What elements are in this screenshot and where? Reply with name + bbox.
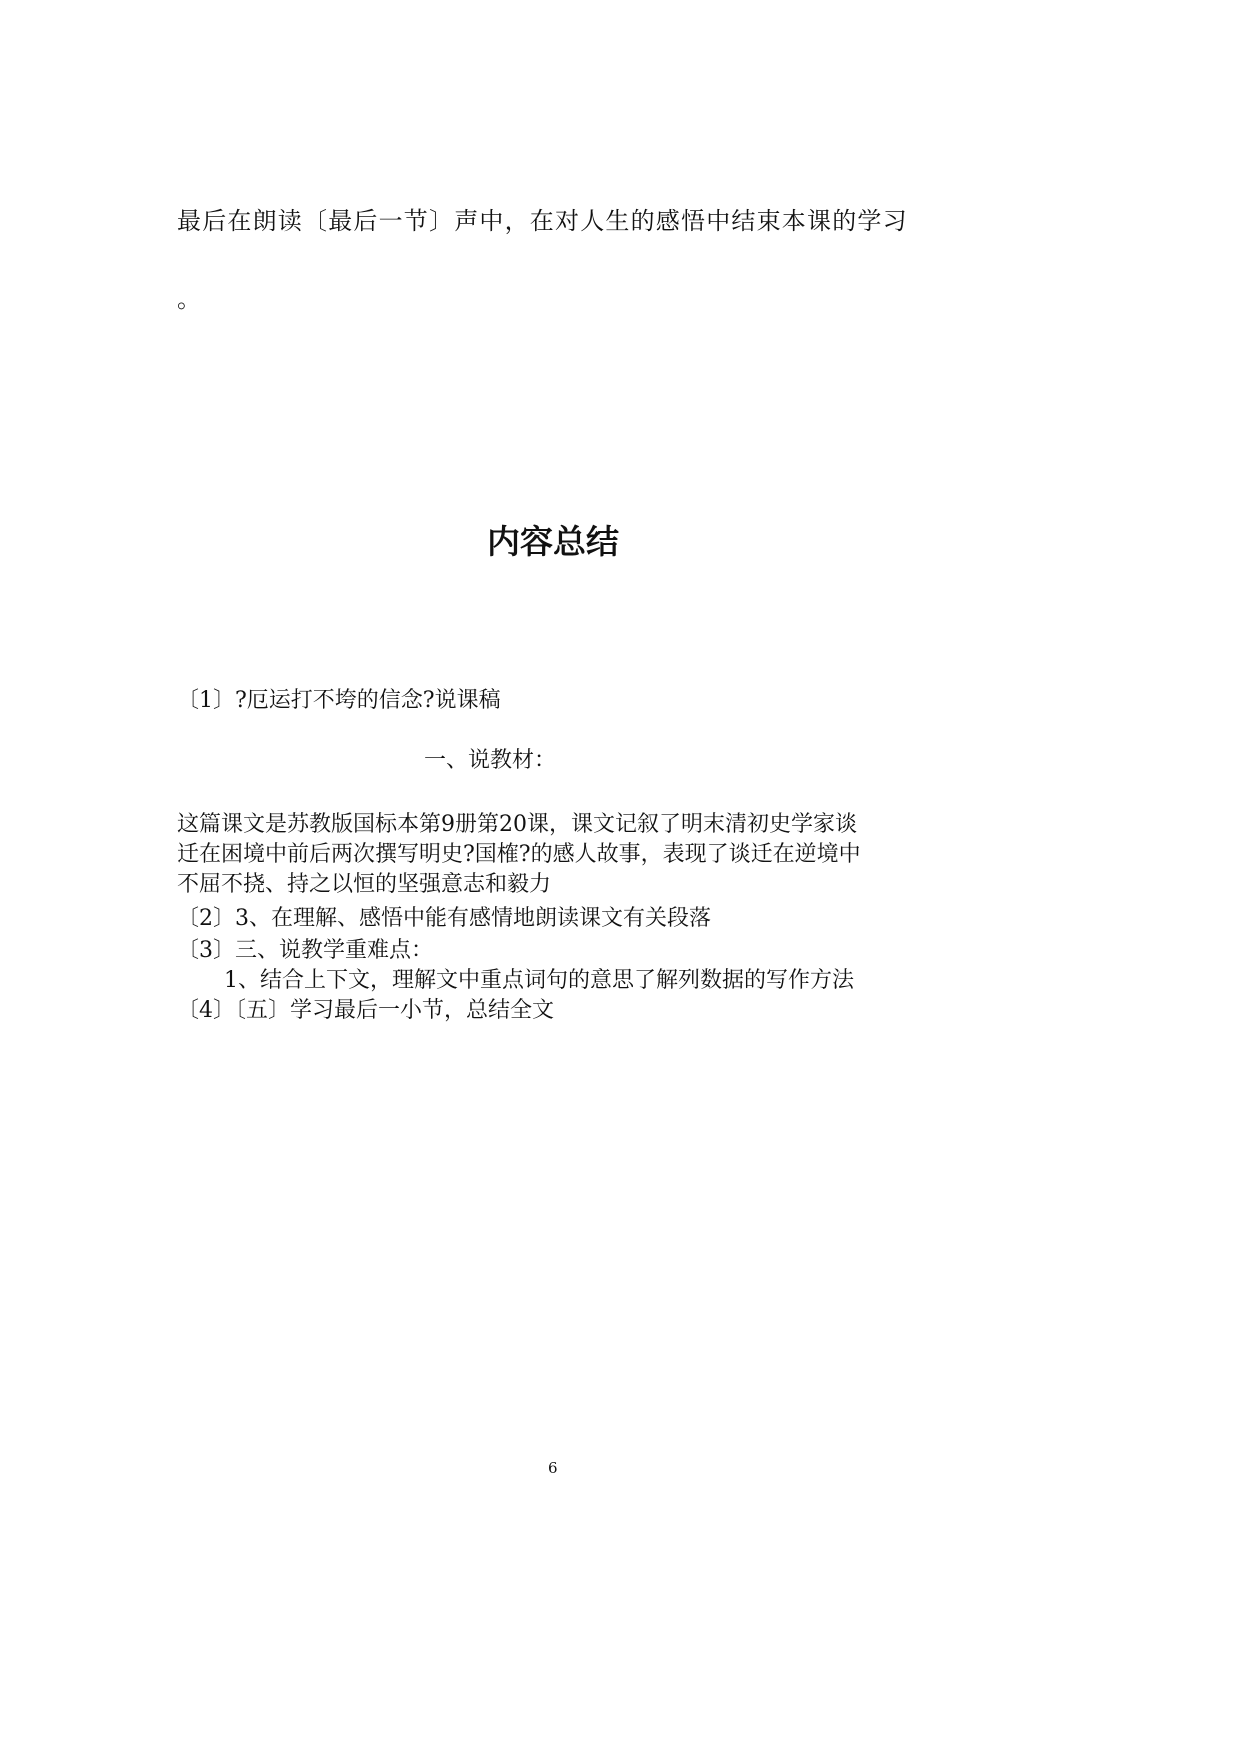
summary-item-3-sub: 1、结合上下文，理解文中重点词句的意思了解列数据的写作方法 [224, 968, 854, 993]
summary-item-3: 〔3〕三、说教学重难点： [177, 938, 433, 963]
intro-line-2: 。 [177, 285, 201, 313]
paragraph-line: 这篇课文是苏教版国标本第9册第20课，课文记叙了明末清初史学家谈 [177, 812, 857, 837]
paragraph-line: 迁在困境中前后两次撰写明史?国榷?的感人故事，表现了谈迁在逆境中 [177, 842, 861, 867]
section-title: 一、说教材： [424, 748, 557, 773]
summary-item-4: 〔4〕〔五〕学习最后一小节，总结全文 [177, 998, 554, 1023]
summary-item-1: 〔1〕?厄运打不垮的信念?说课稿 [177, 688, 501, 713]
paragraph-line: 不屈不挠、持之以恒的坚强意志和毅力 [177, 872, 552, 897]
intro-line-1: 最后在朗读〔最后一节〕声中，在对人生的感悟中结束本课的学习 [177, 207, 908, 235]
summary-item-2: 〔2〕3、在理解、感悟中能有感情地朗读课文有关段落 [177, 906, 711, 931]
summary-heading: 内容总结 [487, 522, 619, 561]
page-number: 6 [548, 1459, 558, 1477]
